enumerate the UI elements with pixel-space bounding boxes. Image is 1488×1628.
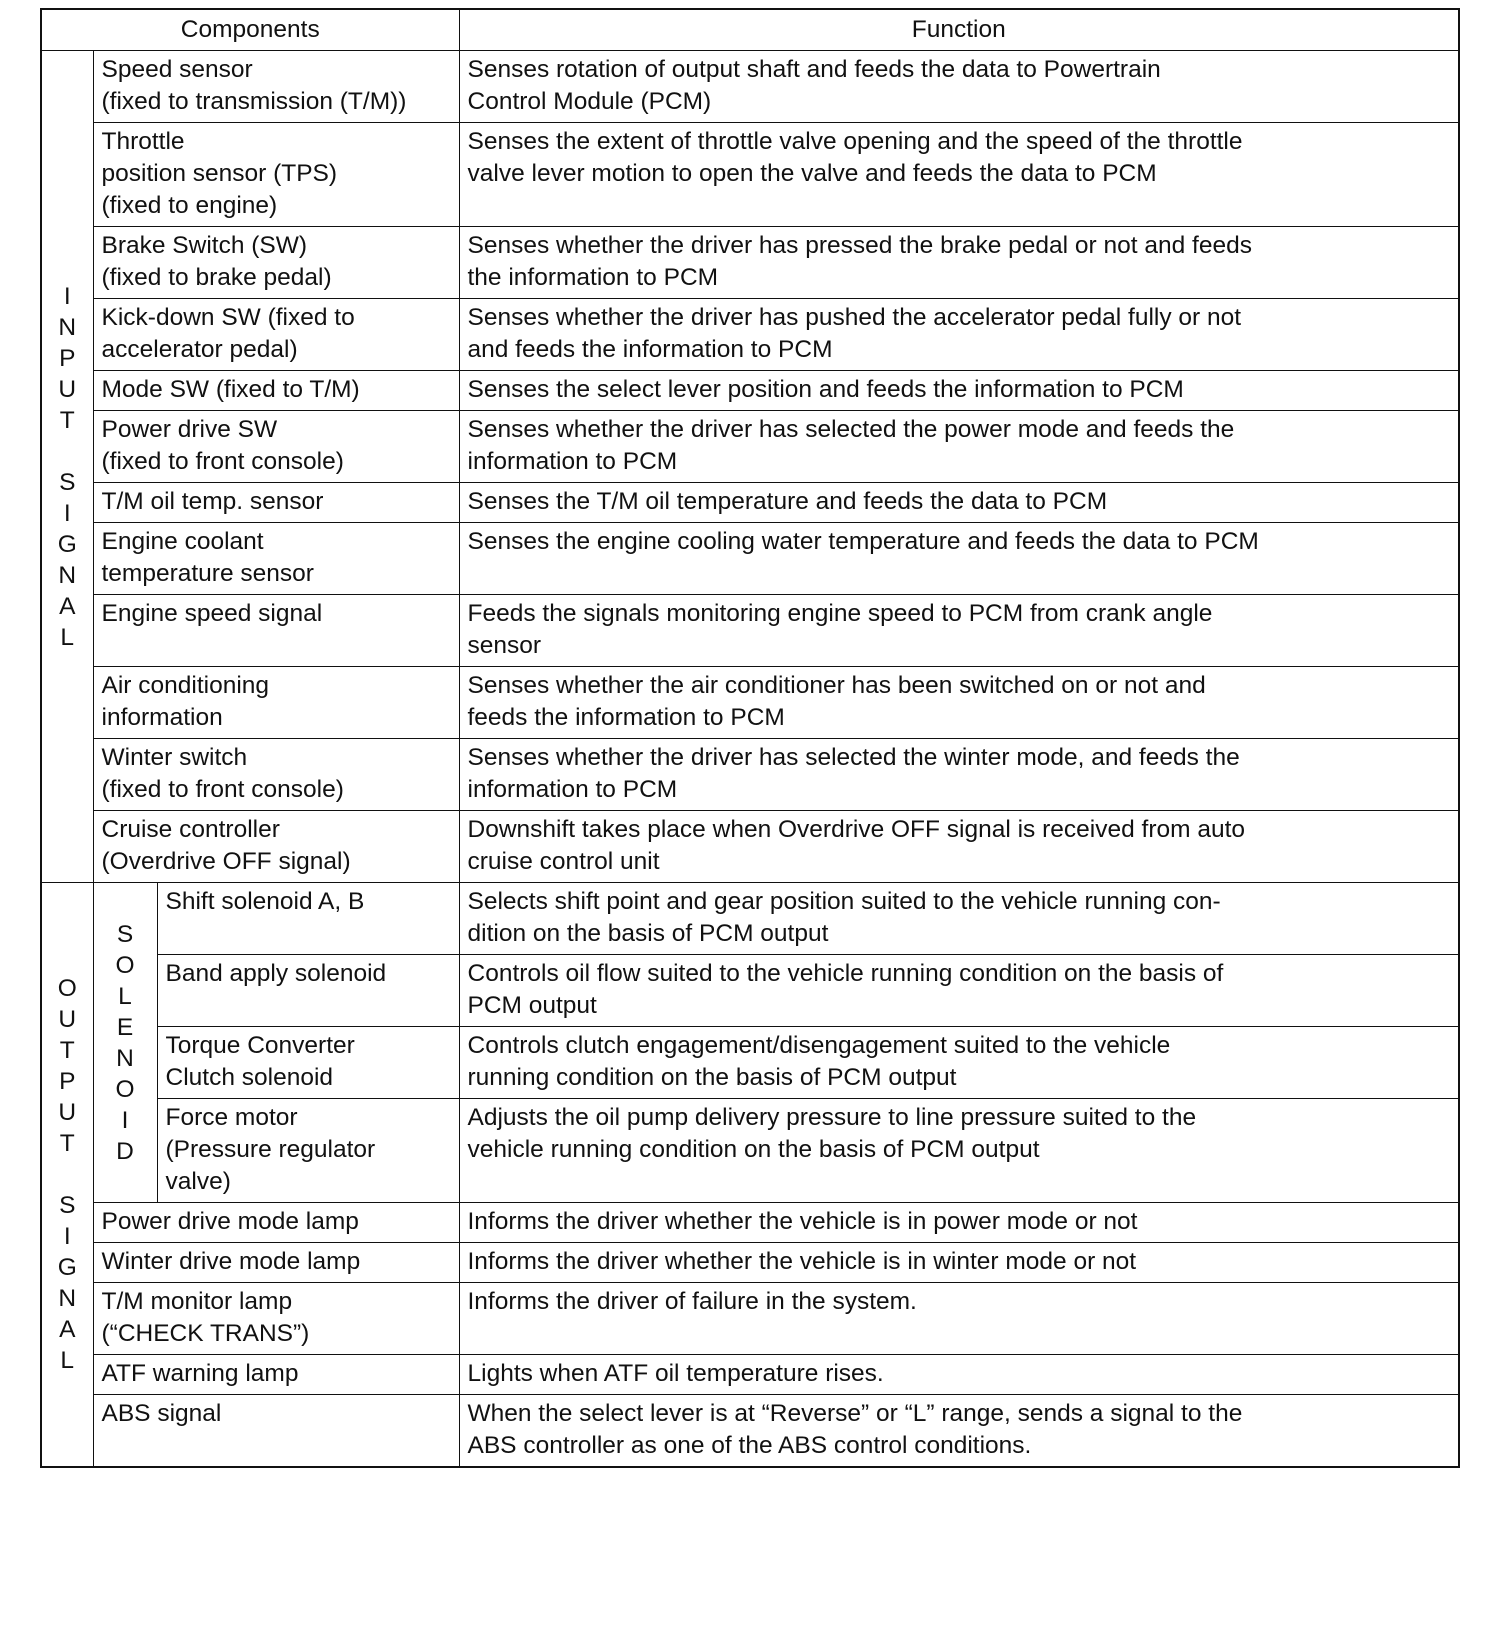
component-cell: Brake Switch (SW) (fixed to brake pedal) [93,227,459,299]
function-header: Function [459,9,1459,51]
table-row [41,1355,1459,1395]
function-cell: Controls clutch engagement/disengagement suited to the vehicle running condition on the basis of PCM output [459,1027,1459,1099]
input-signal-label-letter: S [59,468,76,496]
table-row [41,883,1459,955]
table-row [41,1243,1459,1283]
table-row [41,371,1459,411]
input-signal-label-letter: U [58,375,77,403]
component-cell: ABS signal [93,1395,459,1468]
output-signal-label-letter: U [58,1006,77,1033]
table-row [41,955,1459,1027]
solenoid-label-letter: I [121,1106,129,1134]
function-cell: Adjusts the oil pump delivery pressure to line pressure suited to the vehicle running condition on the basis of PCM output [459,1099,1459,1203]
input-signal-label-letter: G [57,530,77,558]
output-signal-label-letter: L [60,1347,75,1374]
table-row [41,811,1459,883]
input-signal-label-letter: N [58,313,77,341]
input-signal-label-letter [42,436,93,467]
solenoid-component-cell: Shift solenoid A, B [157,883,459,955]
function-cell: Controls oil flow suited to the vehicle running condition on the basis of PCM output [459,955,1459,1027]
output-signal-label-letter: G [57,1254,77,1281]
component-cell: T/M oil temp. sensor [93,483,459,523]
table-row [41,739,1459,811]
table-row [41,51,1459,123]
component-cell: Speed sensor (fixed to transmission (T/M)) [93,51,459,123]
table-row [41,1099,1459,1203]
component-cell: Power drive mode lamp [93,1203,459,1243]
input-signal-label-letter: N [58,561,77,589]
output-signal-label-letter: O [57,975,77,1002]
component-cell: T/M monitor lamp (“CHECK TRANS”) [93,1283,459,1355]
function-cell: Senses whether the driver has pushed the accelerator pedal fully or not and feeds the information to PCM [459,299,1459,371]
solenoid-label-letter: O [115,1075,135,1103]
table-row [41,1027,1459,1099]
solenoid-group [93,883,157,1203]
output-signal-group [41,883,93,1468]
component-cell: Throttle position sensor (TPS) (fixed to engine) [93,123,459,227]
function-cell: Senses the engine cooling water temperature and feeds the data to PCM [459,523,1459,595]
output-signal-label-letter: P [59,1068,76,1095]
function-cell: Selects shift point and gear position suited to the vehicle running con- dition on the basis of PCM output [459,883,1459,955]
table-row [41,411,1459,483]
solenoid-component-cell: Torque Converter Clutch solenoid [157,1027,459,1099]
output-signal-label-letter: I [63,1223,71,1250]
solenoid-label-letter: N [116,1044,134,1072]
function-cell: Informs the driver whether the vehicle is in power mode or not [459,1203,1459,1243]
function-cell: Senses whether the driver has selected the winter mode, and feeds the information to PCM [459,739,1459,811]
solenoid-label [94,919,157,1167]
component-cell: Winter switch (fixed to front console) [93,739,459,811]
function-cell: Senses whether the driver has selected the power mode and feeds the information to PCM [459,411,1459,483]
solenoid-label-letter: S [116,920,134,948]
solenoid-label-letter: O [115,951,135,979]
function-cell: Senses the select lever position and feeds the information to PCM [459,371,1459,411]
input-signal-label-letter: A [59,592,76,620]
output-signal-label-letter: U [58,1099,77,1126]
solenoid-label-letter: E [116,1013,134,1041]
components-table [40,8,1460,1468]
function-cell: Senses the extent of throttle valve opening and the speed of the throttle valve lever motion to open the valve and feeds the data to PCM [459,123,1459,227]
solenoid-label-letter: L [118,982,132,1010]
function-cell: Feeds the signals monitoring engine speed to PCM from crank angle sensor [459,595,1459,667]
solenoid-label-letter: D [116,1137,134,1165]
table-row [41,1283,1459,1355]
table-row [41,299,1459,371]
solenoid-component-cell: Band apply solenoid [157,955,459,1027]
function-cell: Informs the driver whether the vehicle is in winter mode or not [459,1243,1459,1283]
output-signal-label-letter: A [59,1316,76,1343]
component-cell: Engine coolant temperature sensor [93,523,459,595]
table-row [41,667,1459,739]
function-cell: When the select lever is at “Reverse” or “L” range, sends a signal to the ABS controller as one of the ABS control conditions. [459,1395,1459,1468]
table-body [41,51,1459,1468]
spec-sheet [40,8,1458,1468]
output-signal-label-letter: S [59,1192,76,1219]
input-signal-label-letter: T [59,406,75,434]
table-row [41,227,1459,299]
component-cell: ATF warning lamp [93,1355,459,1395]
table-row [41,523,1459,595]
function-cell: Senses the T/M oil temperature and feeds the data to PCM [459,483,1459,523]
components-header: Components [41,9,459,51]
component-cell: Power drive SW (fixed to front console) [93,411,459,483]
input-signal-label [42,281,93,653]
input-signal-label-letter: L [60,623,75,651]
output-signal-label-letter [42,1159,93,1190]
table-row [41,123,1459,227]
output-signal-label [42,973,93,1376]
header-row [41,9,1459,51]
function-cell: Senses whether the driver has pressed the brake pedal or not and feeds the information to PCM [459,227,1459,299]
input-signal-label-letter: I [63,499,71,527]
function-cell: Senses whether the air conditioner has been switched on or not and feeds the information to PCM [459,667,1459,739]
component-cell: Kick-down SW (fixed to accelerator pedal) [93,299,459,371]
component-cell: Air conditioning information [93,667,459,739]
input-signal-label-letter: P [59,344,76,372]
input-signal-label-letter: I [63,282,71,310]
function-cell: Lights when ATF oil temperature rises. [459,1355,1459,1395]
component-cell: Cruise controller (Overdrive OFF signal) [93,811,459,883]
solenoid-component-cell: Force motor (Pressure regulator valve) [157,1099,459,1203]
output-signal-label-letter: T [59,1037,75,1064]
input-signal-group [41,51,93,883]
component-cell: Winter drive mode lamp [93,1243,459,1283]
table-row [41,595,1459,667]
table-row [41,1203,1459,1243]
table-row [41,483,1459,523]
function-cell: Senses rotation of output shaft and feeds the data to Powertrain Control Module (PCM) [459,51,1459,123]
output-signal-label-letter: N [58,1285,77,1312]
table-row [41,1395,1459,1468]
function-cell: Downshift takes place when Overdrive OFF signal is received from auto cruise control unit [459,811,1459,883]
component-cell: Engine speed signal [93,595,459,667]
function-cell: Informs the driver of failure in the system. [459,1283,1459,1355]
output-signal-label-letter: T [59,1130,75,1157]
component-cell: Mode SW (fixed to T/M) [93,371,459,411]
